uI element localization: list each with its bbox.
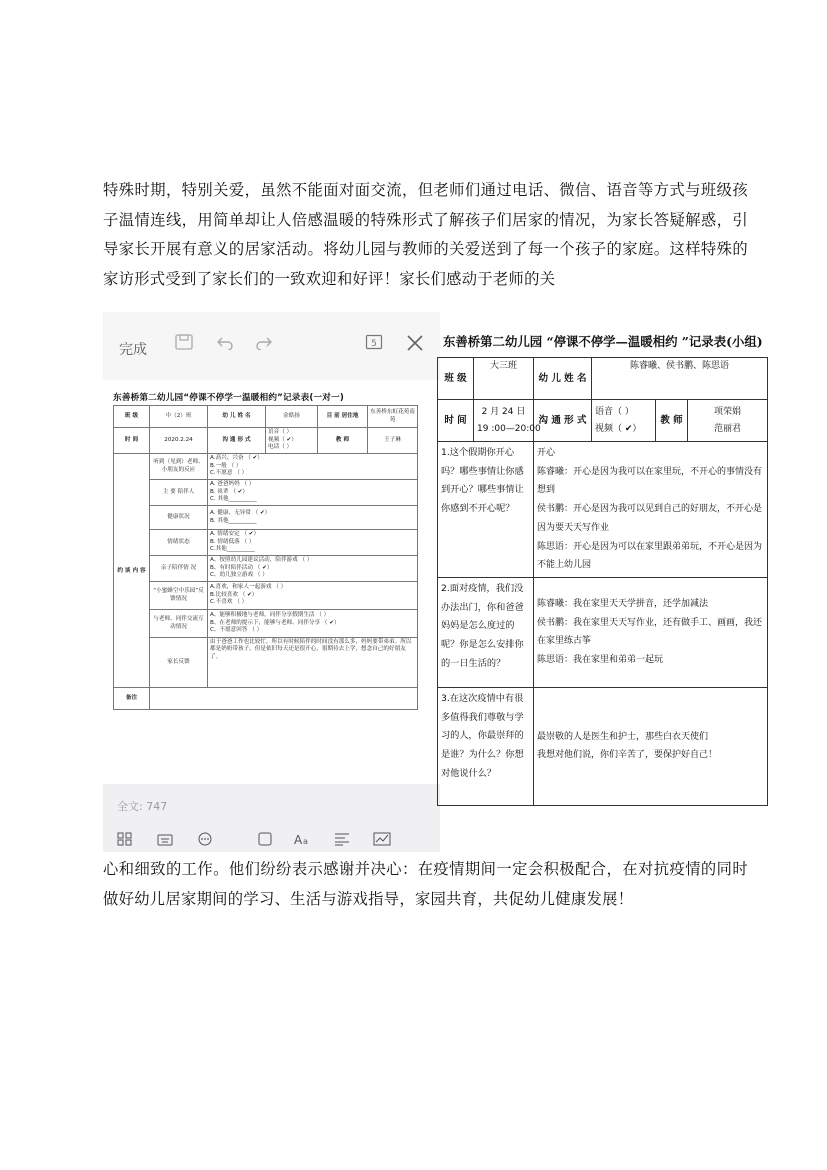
- option: B. 祖辈 （ ✔）: [210, 488, 249, 495]
- option: A. 健康、无异常 （ ✔）: [210, 510, 271, 517]
- option: C、不愿意回答 （ ）: [210, 627, 263, 634]
- option: B. 情绪低落 （ ）: [210, 538, 255, 545]
- address-value: 东善桥东虹花苑南苑: [368, 406, 418, 428]
- option: A.高兴、兴奋 （ ✔）: [210, 455, 263, 462]
- question-cell: 1.这个假期你开心吗？哪些事情让你感到开心？哪些事情让你感到不开心呢？: [438, 442, 534, 578]
- question-cell: 2.面对疫情，我们没办法出门，你和爸爸妈妈是怎么度过的呢？你是怎么安排你的一日生活的？: [438, 577, 534, 687]
- parent-feedback: 由于爸爸工作也比较忙，所以有时候陪伴的时间没有那么多，妈妈要带弟弟。所以都是奶奶带孩子，但是依旧每天还是很开心，很期待去上学，想念自己的好朋友了。: [208, 638, 418, 688]
- option: A、按照幼儿园建议活动，陪伴游戏 （ ）: [210, 557, 313, 564]
- record-table-title: 东善桥第二幼儿园“停课不停学一温暖相约”记录表(一对一): [113, 393, 345, 403]
- answer-cell: [534, 687, 768, 805]
- grid-icon[interactable]: [117, 832, 133, 850]
- row-options: [208, 610, 418, 638]
- answer-line: 陈思语：我在家里和弟弟一起玩: [537, 655, 664, 666]
- answer-line: 我想对他们说，你们辛苦了，要保护好自己！: [537, 750, 718, 761]
- svg-text:5: 5: [371, 339, 377, 349]
- remark-value: [150, 688, 418, 710]
- format-toolbar: [103, 824, 440, 852]
- answer-line: 侯书鹏：开心是因为我可以见到自己的好朋友，不开心是因为要天天写作业: [537, 504, 763, 533]
- closing-paragraph: 心和细致的工作。他们纷纷表示感谢并决心：在疫情期间一定会积极配合，在对抗疫情的同时做好幼儿居家期间的学习、生活与游戏指导，家园共育，共促幼儿健康发展！: [103, 860, 748, 908]
- editor-footer: [103, 784, 440, 852]
- teacher-value: 王子琳: [368, 428, 418, 454]
- row-label: 主 要 陪伴人: [150, 480, 208, 506]
- row-label: 与老师、同伴交流互动情况: [150, 610, 208, 638]
- time-label: 时 间: [438, 400, 474, 442]
- undo-icon[interactable]: [216, 334, 234, 354]
- svg-text:A: A: [294, 833, 303, 846]
- font-size-icon[interactable]: [294, 832, 312, 850]
- method-option: 视频（ ✔）: [268, 436, 297, 443]
- option: C.不愿意 （ ）: [210, 470, 248, 477]
- option: C.其他__________: [210, 546, 255, 553]
- child-value: 陈睿曦、侯书鹏、陈思语: [592, 358, 768, 400]
- voice-icon[interactable]: [197, 832, 213, 850]
- keyboard-icon[interactable]: [157, 832, 173, 850]
- chart-icon[interactable]: [373, 832, 391, 850]
- row-options: [208, 530, 418, 556]
- option: B、在老师的提示下，能够与老师、同伴分享 （ ✔）: [210, 619, 340, 626]
- row-label: 听到（见到）老师、小朋友的反应: [150, 454, 208, 480]
- option: A. 爸爸妈妈 （ ）: [210, 481, 255, 488]
- document-page: [103, 380, 440, 784]
- row-label: 亲子陪伴情 况: [150, 556, 208, 582]
- word-count: 全文: 747: [117, 800, 168, 813]
- answer-line: 侯书鹏：我在家里天天写作业，还有做手工、画画，我还在家里练古筝: [537, 617, 763, 647]
- teacher-name: 项荣娟: [714, 407, 742, 417]
- address-label: 目 前 居住地: [318, 406, 368, 428]
- question-cell: 3.在这次疫情中有很多值得我们尊敬与学习的人，你最崇拜的是谁？为什么？你想对他说什么？: [438, 687, 534, 805]
- method-option: 语音（ ）: [268, 429, 293, 436]
- row-label: 情绪状态: [150, 530, 208, 556]
- method-options: [266, 428, 318, 454]
- answer-line: 陈思语：开心是因为可以在家里跟弟弟玩，不开心是因为不能上幼儿园: [537, 541, 763, 571]
- row-options: [208, 506, 418, 530]
- one-on-one-record-table: [113, 391, 417, 710]
- teacher-label: 教 师: [656, 400, 688, 442]
- method-option: 电话（ ）: [268, 444, 293, 451]
- answer-line: 陈睿曦：开心是因为我可以在家里玩，不开心的事情没有想到: [537, 466, 763, 496]
- row-options: [208, 556, 418, 582]
- row-label: 健康状况: [150, 506, 208, 530]
- svg-text:a: a: [303, 837, 308, 846]
- save-icon[interactable]: [175, 334, 193, 354]
- row-options: [208, 582, 418, 610]
- time-label: 时 间: [114, 428, 150, 454]
- row-options: [208, 454, 418, 480]
- class-label: 班 级: [114, 406, 150, 428]
- paragraph-align-icon[interactable]: [334, 832, 350, 850]
- method-value: [592, 400, 656, 442]
- option: A.喜欢，和家人一起游戏 （ ）: [210, 584, 287, 591]
- answer-line: 陈睿曦：我在家里天天学拼音，还学加减法: [537, 599, 709, 610]
- pages-icon[interactable]: [365, 334, 383, 354]
- option: A. 情绪安定 （ ✔）: [210, 531, 260, 538]
- intro-paragraph: 特殊时期，特别关爱，虽然不能面对面交流，但老师们通过电话、微信、语音等方式与班级孩子温情连线，用简单却让人倍感温暖的特殊形式了解孩子们居家的情况，为家长答疑解惑，引导家长开展有意义的居家活动。将幼儿园与教师的关爱送到了每一个孩子的家庭。这样特殊的家访形式受到了家长们的一致欢迎和好评！家长们感动于老师的关: [103, 181, 748, 288]
- method-voice: 语音（ ）: [595, 407, 634, 417]
- phone-screenshot: [103, 312, 440, 852]
- answer-line: 开心: [537, 448, 556, 458]
- option: B. 其他__________: [210, 517, 257, 524]
- time-date: 2 月 24 日: [481, 407, 526, 417]
- answer-cell: [534, 442, 768, 578]
- done-button[interactable]: 完成: [119, 342, 147, 358]
- option: C. 其他__________: [210, 496, 257, 503]
- group-table-title: 东善桥第二幼儿园 “停课不停学—温暖相约 ”记录表(小组): [443, 334, 763, 349]
- frame-icon[interactable]: [257, 832, 273, 850]
- method-video: 视频（ ✔）: [595, 424, 642, 434]
- redo-icon[interactable]: [255, 334, 273, 354]
- teacher-value: [688, 400, 768, 442]
- class-label: 班 级: [438, 358, 474, 400]
- section-label: 约 谈 内 容: [114, 454, 150, 688]
- class-value: 大三班: [474, 358, 534, 400]
- option: A、能够积极地与老师，同伴分享假期生活 （ ）: [210, 612, 330, 619]
- close-icon[interactable]: [406, 334, 424, 356]
- group-record-table: [437, 327, 767, 806]
- method-label: 沟 通 形 式: [208, 428, 266, 454]
- remark-label: 备注: [114, 688, 150, 710]
- option: C.不喜欢 （ ）: [210, 599, 248, 606]
- option: B、有时陪伴活动 （ ✔）: [210, 564, 273, 571]
- option: B.比较喜欢 （ ✔）: [210, 591, 258, 598]
- row-label: 家长反馈: [150, 638, 208, 688]
- child-label: 幼 儿 姓 名: [208, 406, 266, 428]
- option: C、幼儿独立游戏 （ ）: [210, 572, 268, 579]
- answer-cell: [534, 577, 768, 687]
- time-range: 19 :00—20:00: [477, 424, 541, 434]
- answer-line: 最崇敬的人是医生和护士，那些白衣天使们: [537, 731, 709, 742]
- time-value: [474, 400, 541, 442]
- teacher-name: 范丽君: [714, 424, 742, 434]
- teacher-label: 教 师: [318, 428, 368, 454]
- option: B.一般 （ ）: [210, 462, 242, 469]
- method-label: 沟 通 形 式: [534, 400, 592, 442]
- child-label: 幼 儿 姓 名: [534, 358, 592, 400]
- time-value: 2020.2.24: [150, 428, 208, 454]
- editor-toolbar: [103, 312, 440, 380]
- child-value: 金皓扬: [266, 406, 318, 428]
- row-label: “小蜜蜂空中乐园”反馈情况: [150, 582, 208, 610]
- row-options: [208, 480, 418, 506]
- class-value: 中（2）班: [150, 406, 208, 428]
